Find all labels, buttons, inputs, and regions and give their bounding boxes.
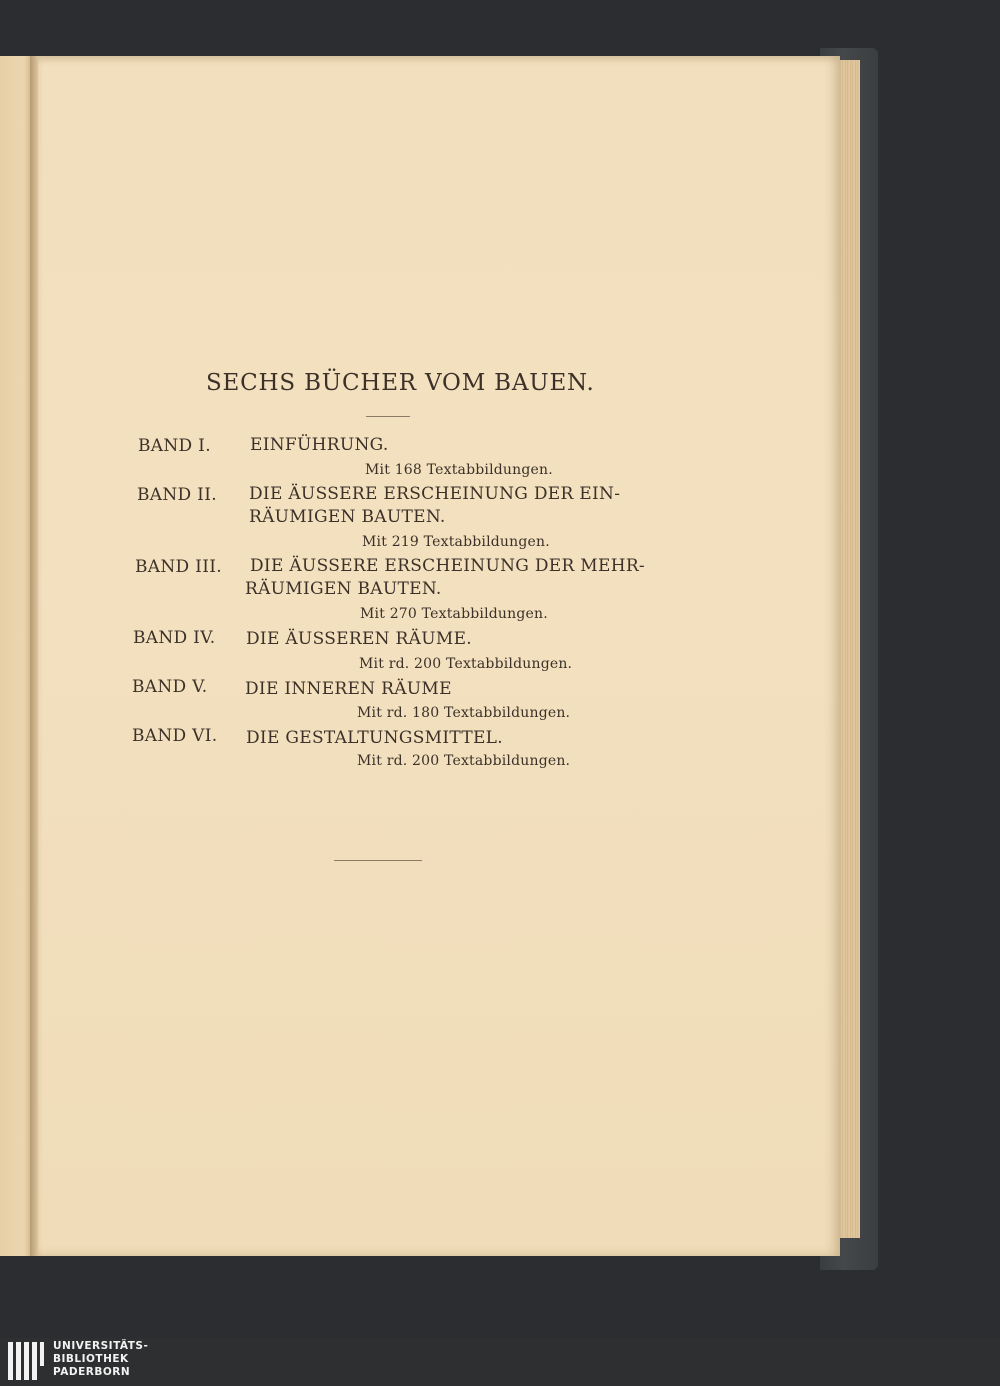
volume-illustrations: Mit 168 Textabbildungen. xyxy=(365,462,553,478)
closing-divider xyxy=(334,860,422,861)
right-page xyxy=(38,56,840,1256)
volume-title-line: DIE ÄUSSERE ERSCHEINUNG DER EIN- xyxy=(249,484,621,504)
left-page-edge xyxy=(0,56,34,1256)
volume-illustrations: Mit 270 Textabbildungen. xyxy=(360,606,548,622)
library-logo-text xyxy=(53,1340,148,1379)
volume-title-line: DIE INNEREN RÄUME xyxy=(245,679,452,699)
title-divider xyxy=(366,416,410,417)
volume-label: BAND II. xyxy=(137,485,217,505)
volume-illustrations: Mit rd. 200 Textabbildungen. xyxy=(357,753,571,769)
library-footer xyxy=(0,1338,1000,1386)
library-logo-line: BIBLIOTHEK xyxy=(53,1353,129,1365)
page-title: SECHS BÜCHER VOM BAUEN. xyxy=(206,370,595,396)
library-logo-line: UNIVERSITÄTS- xyxy=(53,1340,149,1352)
volume-label: BAND VI. xyxy=(132,726,218,746)
volume-label: BAND IV. xyxy=(133,628,216,648)
volume-title-line: RÄUMIGEN BAUTEN. xyxy=(249,507,446,527)
volume-illustrations: Mit rd. 200 Textabbildungen. xyxy=(359,656,573,672)
volume-title-line: DIE GESTALTUNGSMITTEL. xyxy=(246,728,503,748)
volume-title-line: RÄUMIGEN BAUTEN. xyxy=(245,579,442,599)
volume-label: BAND I. xyxy=(138,436,211,456)
library-logo-line: PADERBORN xyxy=(53,1366,131,1378)
volume-title-line: DIE ÄUSSERE ERSCHEINUNG DER MEHR- xyxy=(250,556,645,576)
library-logo-icon xyxy=(8,1340,46,1384)
volume-label: BAND V. xyxy=(132,677,208,697)
volume-illustrations: Mit 219 Textabbildungen. xyxy=(362,534,550,550)
volume-title-line: DIE ÄUSSEREN RÄUME. xyxy=(246,629,472,649)
volume-title-line: EINFÜHRUNG. xyxy=(250,435,389,455)
volume-illustrations: Mit rd. 180 Textabbildungen. xyxy=(357,705,571,721)
volume-label: BAND III. xyxy=(135,557,222,577)
